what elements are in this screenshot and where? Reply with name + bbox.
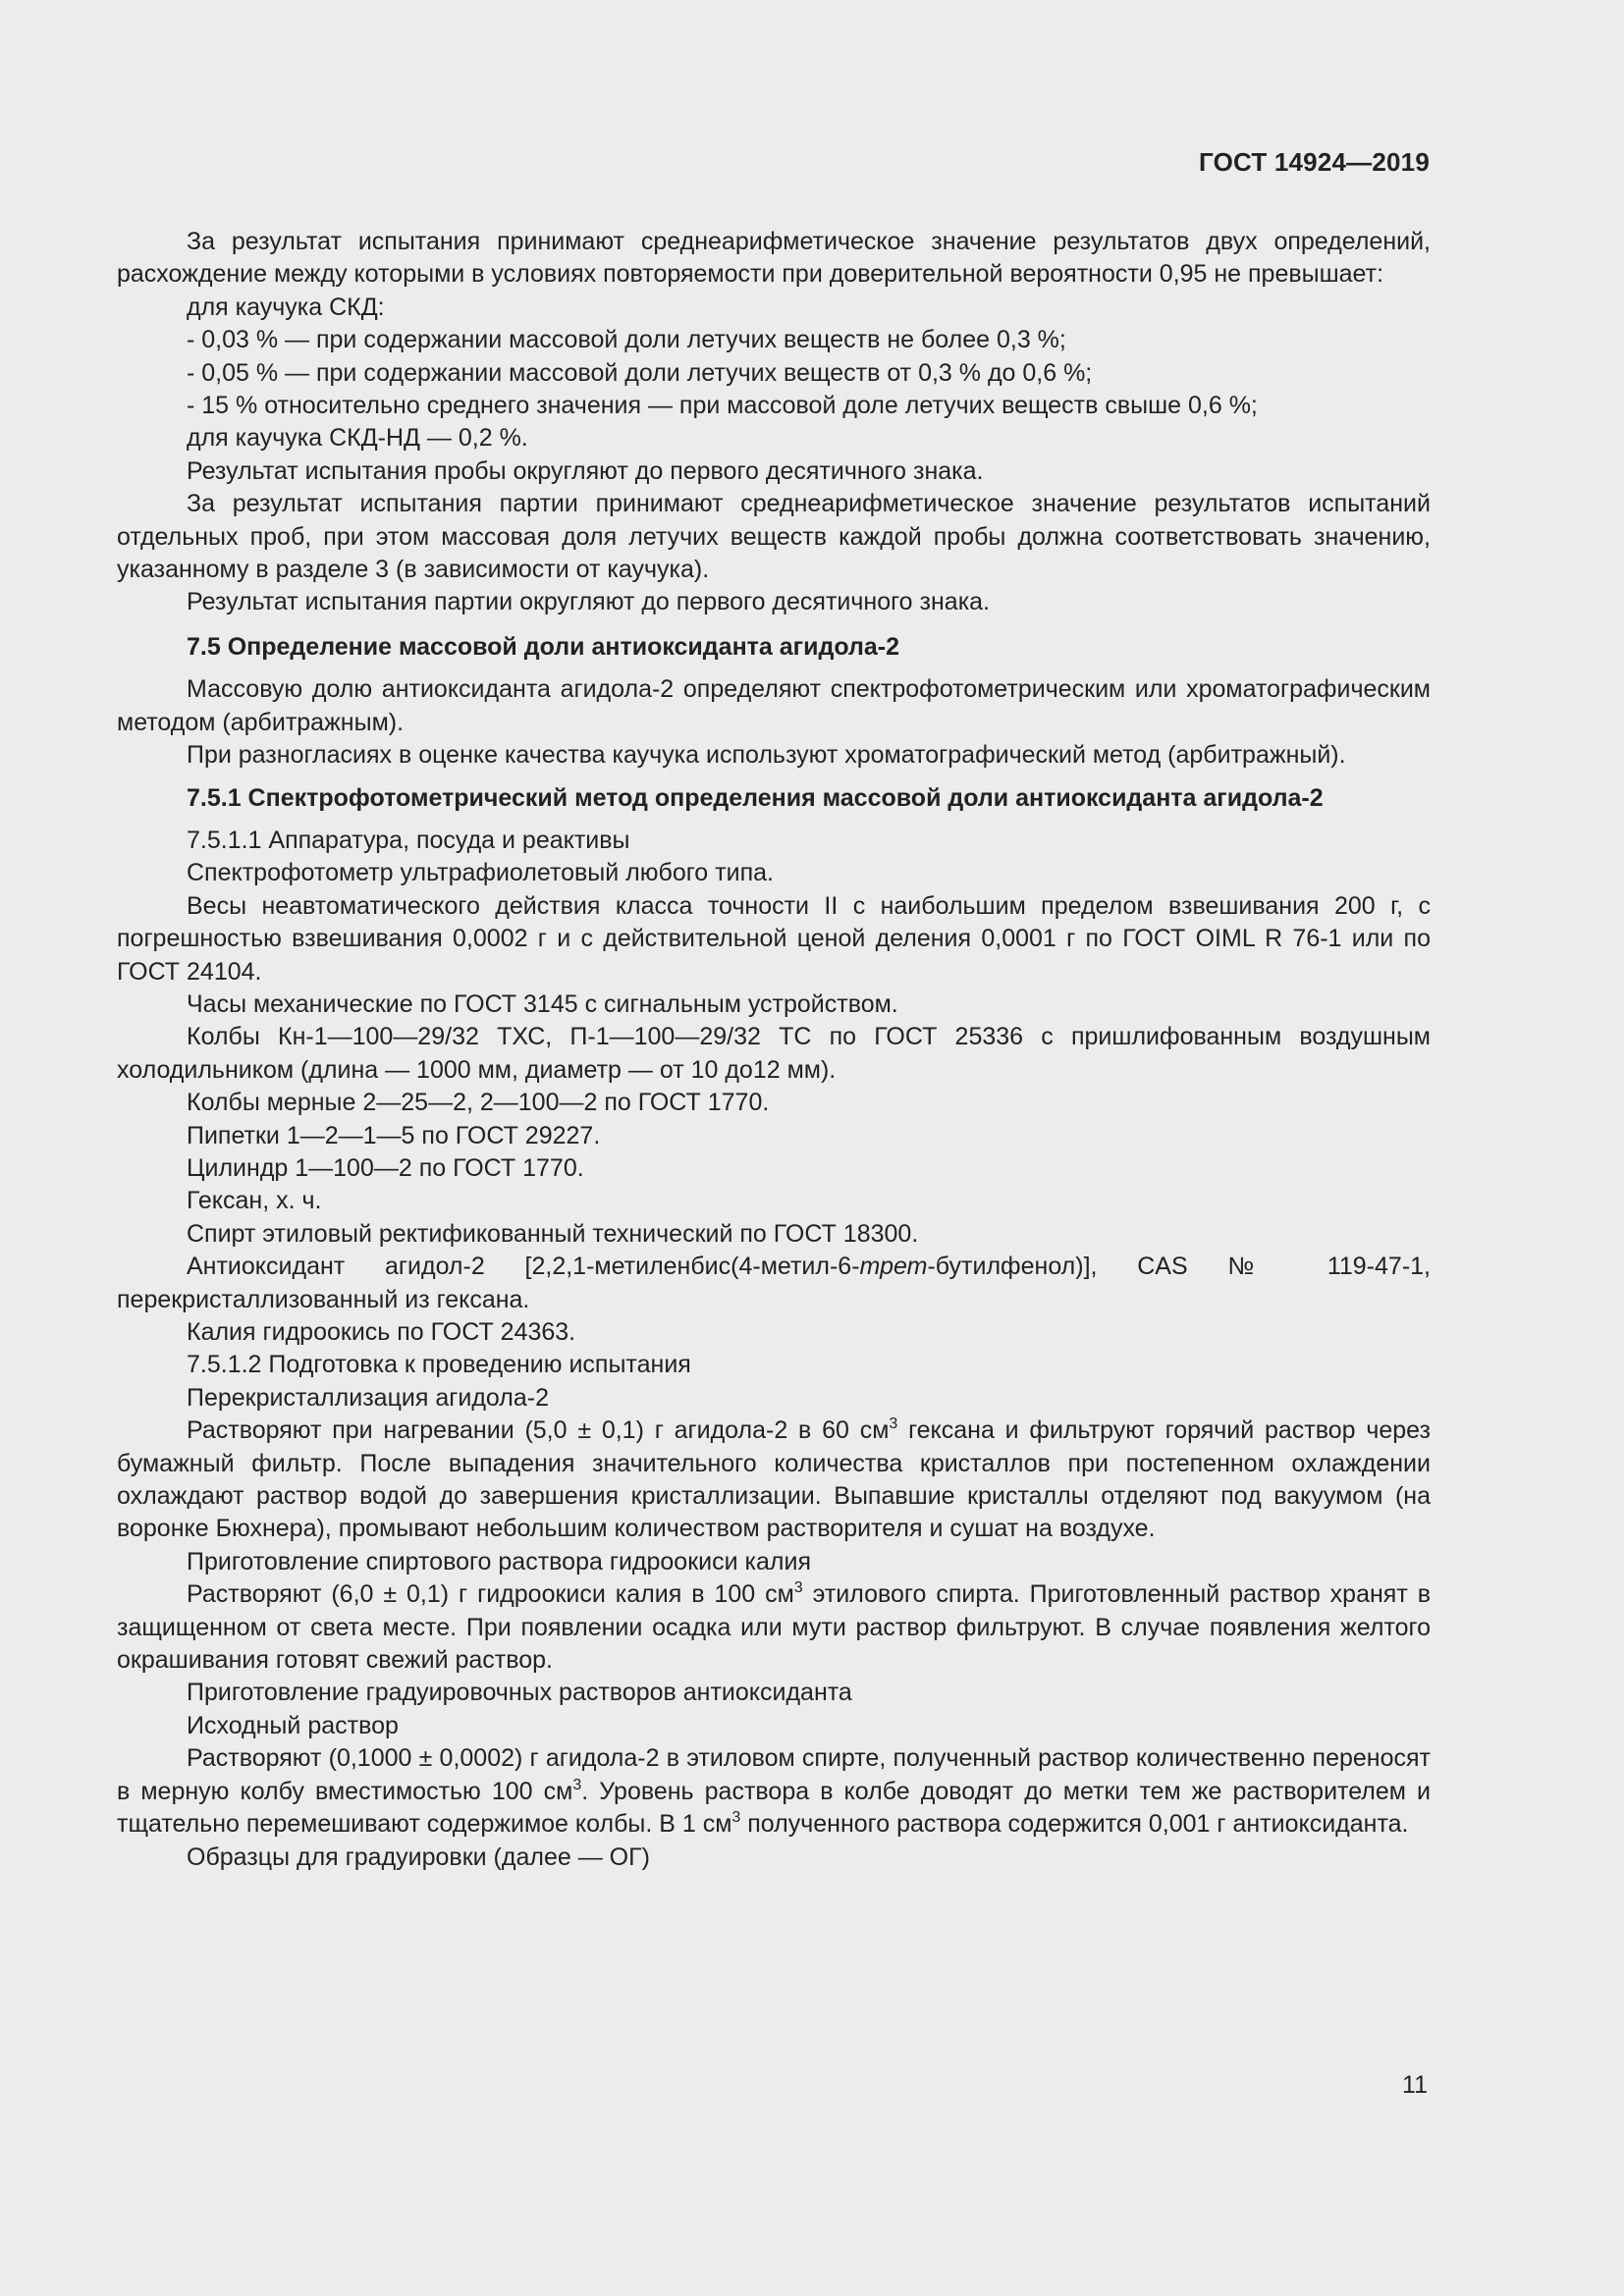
- paragraph: Весы неавтоматического действия класса точности II с наибольшим пределом взвешивания 200 г, с погрешностью взвешивания 0,0002 г и с действительной ценой деления 0,0001 г по ГОСТ OIML R 76-1 или по ГОСТ 24104.: [117, 891, 1431, 986]
- paragraph: Результат испытания пробы округляют до первого десятичного знака.: [187, 456, 984, 485]
- superscript: 3: [731, 1809, 741, 1827]
- paragraph: [117, 1251, 1431, 1316]
- paragraph: Колбы Кн-1—100—29/32 ТХС, П-1—100—29/32 ТС по ГОСТ 25336 с пришлифованным воздушным холодильником (длина — 1000 мм, диаметр — от 10 до12 мм).: [117, 1023, 1431, 1084]
- paragraph: Пипетки 1—2—1—5 по ГОСТ 29227.: [187, 1121, 601, 1149]
- paragraph: За результат испытания партии принимают среднеарифметическое значение результатов испытаний отдельных проб, при этом массовая доля летучих веществ каждой пробы должна соответствовать значению, указанному в разделе 3 (в зависимости от каучука).: [117, 490, 1431, 584]
- paragraph: За результат испытания принимают среднеарифметическое значение результатов двух определений, расхождение между которыми в условиях повторяемости при доверительной вероятности 0,95 не превышает:: [117, 228, 1431, 289]
- paragraph: Исходный раствор: [187, 1711, 399, 1739]
- text-run: . Уровень раствора в колбе доводят до метки тем же растворителем и тщательно перемешивают содержимое колбы. В 1 см: [117, 1777, 1431, 1839]
- paragraph: Колбы мерные 2—25—2, 2—100—2 по ГОСТ 1770.: [187, 1089, 770, 1117]
- superscript: 3: [572, 1776, 582, 1793]
- paragraph: Цилиндр 1—100—2 по ГОСТ 1770.: [187, 1153, 584, 1182]
- text-run: этилового спирта. Приготовленный раствор хранят в защищенном от света месте. При появлении осадка или мути раствор фильтруют. В случае появления желтого окрашивания готовят свежий раствор.: [117, 1580, 1431, 1675]
- paragraph: Результат испытания партии округляют до первого десятичного знака.: [187, 588, 991, 616]
- paragraph: для каучука СКД:: [187, 293, 385, 321]
- text-run: Растворяют при нагревании (5,0 ± 0,1) г агидола-2 в 60 см: [187, 1416, 890, 1445]
- text-run: Антиоксидант агидол-2 [2,2,1-метиленбис(4-метил-6-: [187, 1253, 860, 1281]
- superscript: 3: [793, 1579, 803, 1597]
- paragraph: Гексан, х. ч.: [187, 1187, 322, 1215]
- text-run: -бутилфенол)], CAS № 119-47-1, перекристаллизованный из гексана.: [117, 1253, 1431, 1313]
- text-run: гексана и фильтруют горячий раствор через бумажный фильтр. После выпадения значительного количества кристаллов при постепенном охлаждении охлаждают раствор водой до завершения кристаллизации. Выпавшие кристаллы отделяют под вакуумом (на воронке Бюхнера), промывают небольшим количеством растворителя и сушат на воздухе.: [117, 1416, 1432, 1543]
- list-item: - 15 % относительно среднего значения — при массовой доле летучих веществ свыше 0,6 %;: [187, 392, 1258, 420]
- section-heading-7-5: 7.5 Определение массовой доли антиоксиданта агидола-2: [187, 632, 899, 661]
- paragraph: Массовую долю антиоксиданта агидола-2 определяют спектрофотометрическим или хроматографическим методом (арбитражным).: [117, 675, 1431, 736]
- list-item: - 0,05 % — при содержании массовой доли летучих веществ от 0,3 % до 0,6 %;: [187, 358, 1093, 387]
- section-heading-7-5-1: 7.5.1 Спектрофотометрический метод определения массовой доли антиоксиданта агидола-2: [187, 783, 1324, 812]
- paragraph: Калия гидроокись по ГОСТ 24363.: [187, 1318, 576, 1346]
- paragraph: Приготовление спиртового раствора гидроокиси калия: [187, 1547, 811, 1575]
- paragraph: [117, 1742, 1431, 1841]
- paragraph: Спектрофотометр ультрафиолетовый любого типа.: [187, 859, 774, 887]
- subsection-heading: 7.5.1.2 Подготовка к проведению испытания: [187, 1351, 691, 1379]
- document-header: ГОСТ 14924—2019: [1199, 147, 1430, 177]
- paragraph: Перекристаллизация агидола-2: [187, 1383, 549, 1412]
- italic-term: трет: [859, 1253, 928, 1281]
- text-run: полученного раствора содержится 0,001 г антиоксиданта.: [740, 1810, 1409, 1839]
- paragraph: При разногласиях в оценке качества каучука используют хроматографический метод (арбитражный).: [187, 741, 1346, 770]
- text-run: Растворяют (0,1000 ± 0,0002) г агидола-2 в этиловом спирте, полученный раствор количественно переносят в мерную колбу вместимостью 100 см: [117, 1744, 1431, 1805]
- paragraph: Образцы для градуировки (далее — ОГ): [187, 1842, 650, 1871]
- paragraph: Спирт этиловый ректификованный технический по ГОСТ 18300.: [187, 1219, 919, 1248]
- list-item: - 0,03 % — при содержании массовой доли летучих веществ не более 0,3 %;: [187, 326, 1066, 354]
- paragraph: [117, 1415, 1431, 1546]
- subsection-heading: 7.5.1.1 Аппаратура, посуда и реактивы: [187, 826, 630, 854]
- paragraph: Приготовление градуировочных растворов антиоксиданта: [187, 1679, 852, 1707]
- paragraph: Часы механические по ГОСТ 3145 с сигнальным устройством.: [187, 989, 898, 1018]
- paragraph: для каучука СКД-НД — 0,2 %.: [187, 424, 528, 453]
- text-run: Растворяют (6,0 ± 0,1) г гидроокиси калия в 100 см: [187, 1580, 794, 1609]
- superscript: 3: [889, 1415, 898, 1433]
- document-body: [117, 226, 1431, 1874]
- paragraph: [117, 1578, 1431, 1677]
- page-number: 11: [1402, 2071, 1428, 2099]
